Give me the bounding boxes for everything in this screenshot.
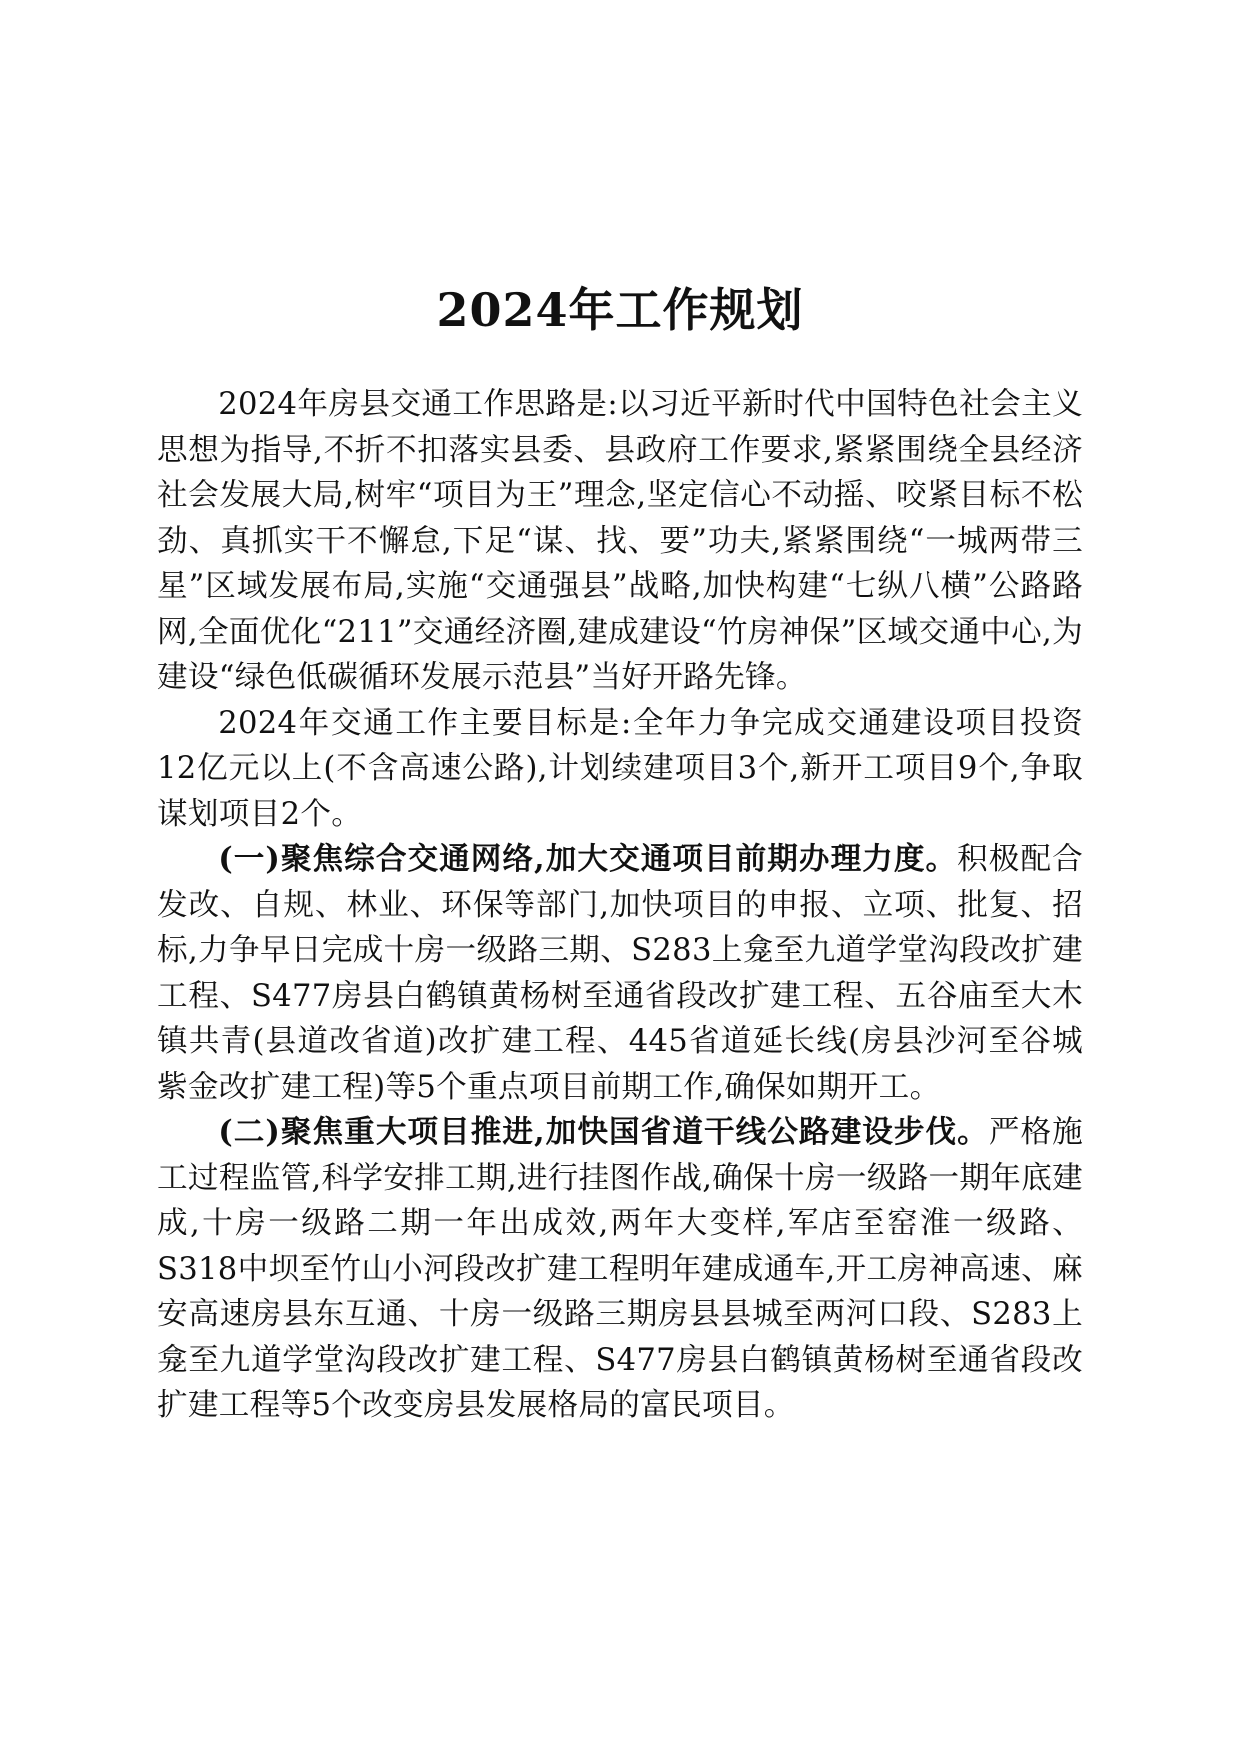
paragraph-text: 积极配合发改、自规、林业、环保等部门,加快项目的申报、立项、批复、招标,力争早日完成十房一级路三期、S283上龛至九道学堂沟段改扩建工程、S477房县白鹤镇黄杨树至通省段改扩建工程、五谷庙至大木镇共青(县道改省道)改扩建工程、445省道延长线(房县沙河至谷城紫金改扩建工程)等5个重点项目前期工作,确保如期开工。 [157, 842, 1083, 1105]
document-body [157, 382, 1083, 1429]
paragraph-main-goals [157, 701, 1083, 838]
section-one-heading: (一)聚焦综合交通网络,加大交通项目前期办理力度。 [218, 841, 958, 877]
paragraph-section-two [157, 1110, 1083, 1429]
section-two-heading: (二)聚焦重大项目推进,加快国省道干线公路建设步伐。 [218, 1114, 989, 1150]
paragraph-section-one [157, 837, 1083, 1110]
document-title: 2024年工作规划 [436, 282, 804, 337]
paragraph-text: 2024年房县交通工作思路是:以习近平新时代中国特色社会主义思想为指导,不折不扣落实县委、县政府工作要求,紧紧围绕全县经济社会发展大局,树牢“项目为王”理念,坚定信心不动摇、咬紧目标不松劲、真抓实干不懈怠,下足“谋、找、要”功夫,紧紧围绕“一城两带三星”区域发展布局,实施“交通强县”战略,加快构建“七纵八横”公路路网,全面优化“211”交通经济圈,建成建设“竹房神保”区域交通中心,为建设“绿色低碳循环发展示范县”当好开路先锋。 [157, 387, 1083, 695]
paragraph-text: 严格施工过程监管,科学安排工期,进行挂图作战,确保十房一级路一期年底建成,十房一级路二期一年出成效,两年大变样,军店至窑淮一级路、S318中坝至竹山小河段改扩建工程明年建成通车,开工房神高速、麻安高速房县东互通、十房一级路三期房县县城至两河口段、S283上龛至九道学堂沟段改扩建工程、S477房县白鹤镇黄杨树至通省段改扩建工程等5个改变房县发展格局的富民项目。 [157, 1115, 1083, 1423]
paragraph-text: 2024年交通工作主要目标是:全年力争完成交通建设项目投资12亿元以上(不含高速公路),计划续建项目3个,新开工项目9个,争取谋划项目2个。 [157, 705, 1083, 832]
paragraph-work-idea [157, 382, 1083, 701]
